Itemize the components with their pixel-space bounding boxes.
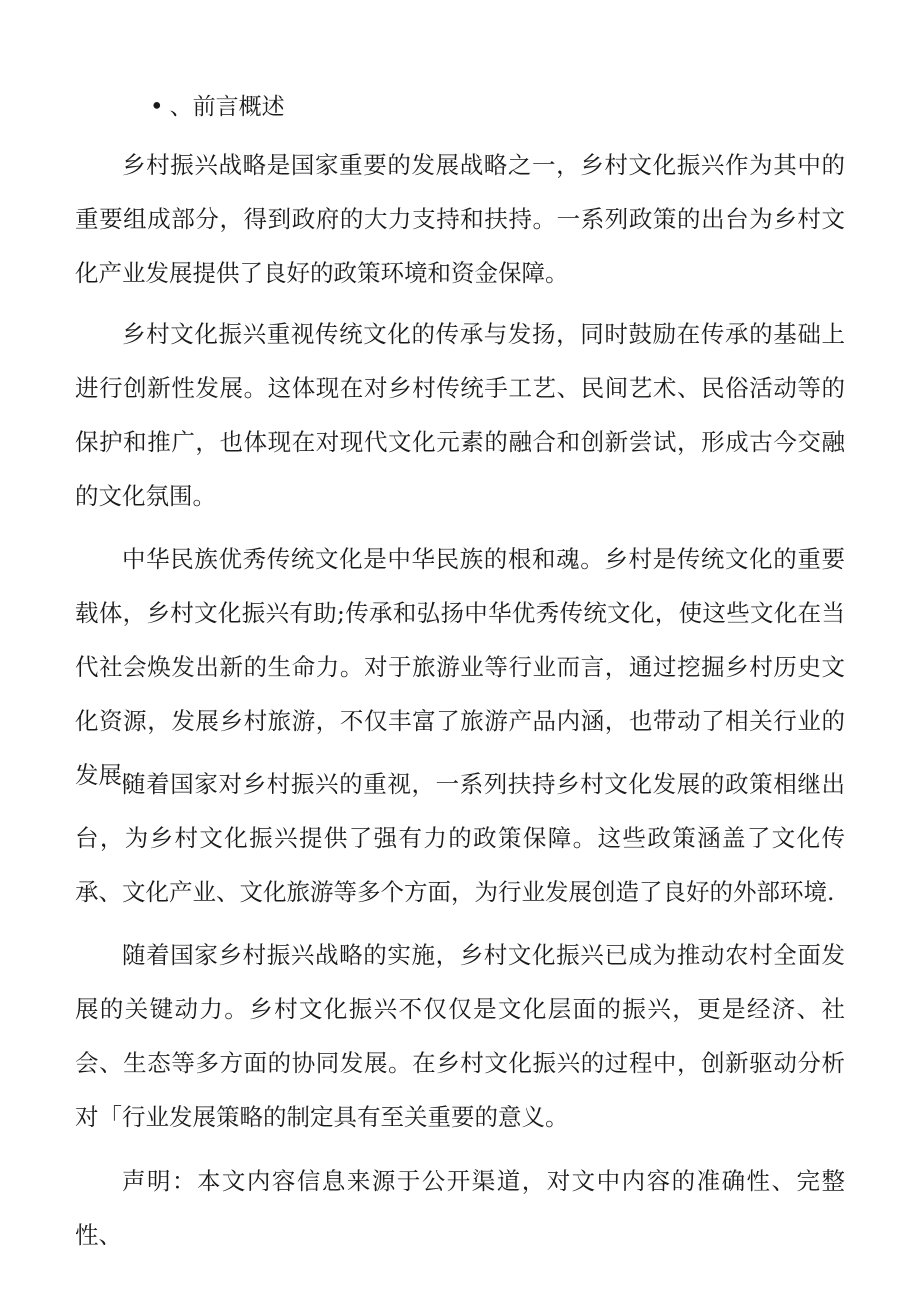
- bullet-icon: •: [150, 94, 164, 120]
- paragraph-1: 乡村振兴战略是国家重要的发展战略之一，乡村文化振兴作为其中的重要组成部分，得到政府的大力支持和扶持。一系列政策的出台为乡村文化产业发展提供了良好的政策环境和资金保障。: [75, 151, 845, 287]
- paragraph-4: 随着国家对乡村振兴的重视，一系列扶持乡村文化发展的政策相继出台，为乡村文化振兴提供了强有力的政策保障。这些政策涵盖了文化传承、文化产业、文化旅游等多个方面，为行业发展创造了良好的外部环境.: [75, 770, 845, 906]
- paragraph-2: 乡村文化振兴重视传统文化的传承与发扬，同时鼓励在传承的基础上进行创新性发展。这体现在对乡村传统手工艺、民间艺术、民俗活动等的保护和推广，也体现在对现代文化元素的融合和创新尝试，形成古今交融的文化氛围。: [75, 320, 845, 510]
- section-heading-text: 、前言概述: [169, 94, 285, 120]
- section-heading: [150, 90, 285, 124]
- paragraph-5: 随着国家乡村振兴战略的实施，乡村文化振兴已成为推动农村全面发展的关键动力。乡村文化振兴不仅仅是文化层面的振兴，更是经济、社会、生态等多方面的协同发展。在乡村文化振兴的过程中，创新驱动分析对「行业发展策略的制定具有至关重要的意义。: [75, 941, 845, 1131]
- paragraph-6-disclaimer: 声明：本文内容信息来源于公开渠道，对文中内容的准确性、完整性、: [75, 1167, 845, 1249]
- paragraph-3: 中华民族优秀传统文化是中华民族的根和魂。乡村是传统文化的重要载体，乡村文化振兴有助;传承和弘扬中华优秀传统文化，使这些文化在当代社会焕发出新的生命力。对于旅游业等行业而言，通过挖掘乡村历史文化资源，发展乡村旅游，不仅丰富了旅游产品内涵，也带动了相关行业的发展。: [75, 545, 845, 789]
